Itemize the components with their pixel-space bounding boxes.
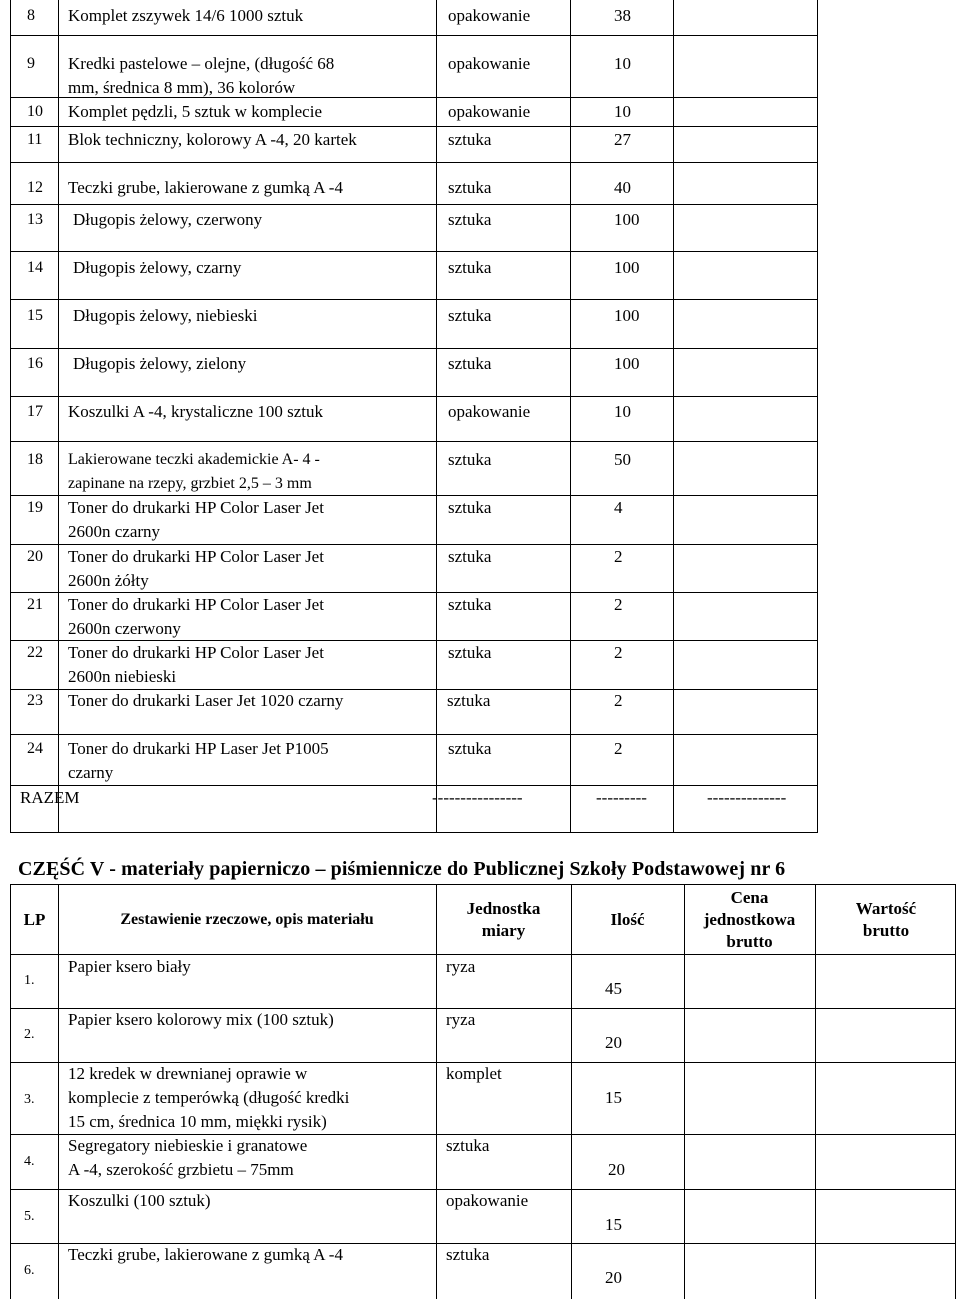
item-quantity: 45: [605, 979, 622, 998]
summary-placeholder: ---------: [596, 788, 647, 807]
row-number: 20: [27, 548, 43, 565]
header-unit-price: Cena jednostkowa brutto: [703, 888, 796, 951]
item-name: Teczki grube, lakierowane z gumką A -4: [68, 178, 343, 197]
row-number: 3.: [24, 1092, 35, 1107]
item-name: 12 kredek w drewnianej oprawie w komplecie z temperówką (długość kredki 15 cm, średnica 10 mm, miękki rysik): [68, 1064, 350, 1131]
item-name: Długopis żelowy, czerwony: [73, 210, 263, 229]
item-name: Blok techniczny, kolorowy A -4, 20 kartek: [68, 130, 357, 149]
item-quantity: 15: [605, 1088, 622, 1107]
row-divider: [11, 734, 817, 735]
row-divider: [11, 441, 817, 442]
materials-table-part-5: [10, 884, 956, 1299]
item-quantity: 50: [614, 450, 631, 469]
header-unit: Jednostka miary: [466, 899, 541, 940]
column-divider: [571, 885, 572, 1299]
item-name: Lakierowane teczki akademickie A- 4 - zapinane na rzepy, grzbiet 2,5 – 3 mm: [68, 451, 320, 492]
row-divider: [11, 204, 817, 205]
item-name: Papier ksero biały: [68, 957, 191, 976]
row-number: 10: [27, 103, 43, 120]
item-name: Teczki grube, lakierowane z gumką A -4: [68, 1245, 343, 1264]
row-divider: [11, 126, 817, 127]
item-name: Toner do drukarki Laser Jet 1020 czarny: [68, 691, 344, 710]
row-divider: [11, 785, 817, 786]
item-unit: sztuka: [448, 306, 492, 325]
row-number: 22: [27, 644, 43, 661]
item-unit: sztuka: [448, 130, 492, 149]
item-unit: opakowanie: [448, 54, 531, 73]
row-number: 17: [27, 403, 43, 420]
item-name: Segregatory niebieskie i granatowe A -4, szerokość grzbietu – 75mm: [68, 1136, 308, 1179]
item-name: Długopis żelowy, zielony: [73, 354, 247, 373]
item-name: Toner do drukarki HP Color Laser Jet 2600n czarny: [68, 498, 324, 541]
item-unit: sztuka: [448, 258, 492, 277]
item-quantity: 4: [614, 498, 623, 517]
item-name: Koszulki A -4, krystaliczne 100 sztuk: [68, 402, 323, 421]
row-divider: [11, 348, 817, 349]
column-divider: [815, 885, 816, 1299]
column-divider: [436, 885, 437, 1299]
column-divider: [673, 0, 674, 832]
item-unit: sztuka: [446, 1136, 490, 1155]
row-number: 2.: [24, 1027, 35, 1042]
summary-placeholder: --------------: [707, 788, 787, 807]
column-divider: [436, 0, 437, 832]
row-number: 15: [27, 307, 43, 324]
item-quantity: 20: [608, 1160, 625, 1179]
row-number: 19: [27, 499, 43, 516]
item-name: Toner do drukarki HP Color Laser Jet 2600n czerwony: [68, 595, 324, 638]
item-quantity: 10: [614, 402, 631, 421]
row-number: 12: [27, 179, 43, 196]
item-quantity: 10: [614, 102, 631, 121]
item-name: Koszulki (100 sztuk): [68, 1191, 211, 1210]
item-name: Papier ksero kolorowy mix (100 sztuk): [68, 1010, 334, 1029]
item-name: Toner do drukarki HP Laser Jet P1005 czarny: [68, 739, 329, 782]
item-unit: sztuka: [446, 1245, 490, 1264]
item-name: Komplet pędzli, 5 sztuk w komplecie: [68, 102, 322, 121]
header-description: Zestawienie rzeczowe, opis materiału: [120, 911, 374, 928]
item-quantity: 100: [614, 258, 640, 277]
item-unit: sztuka: [448, 450, 492, 469]
item-quantity: 40: [614, 178, 631, 197]
row-number: 11: [27, 131, 43, 148]
header-quantity: Ilość: [610, 910, 645, 929]
item-unit: opakowanie: [448, 6, 531, 25]
item-quantity: 10: [614, 54, 631, 73]
item-quantity: 20: [605, 1268, 622, 1287]
summary-placeholder: ----------------: [432, 788, 523, 807]
item-unit: sztuka: [448, 354, 492, 373]
row-number: 4.: [24, 1154, 35, 1169]
item-unit: opakowanie: [448, 402, 531, 421]
row-number: 6.: [24, 1263, 35, 1278]
item-name: Długopis żelowy, niebieski: [73, 306, 258, 325]
row-divider: [11, 251, 817, 252]
row-number: 16: [27, 355, 43, 372]
row-divider: [11, 162, 817, 163]
item-name: Toner do drukarki HP Color Laser Jet 2600n niebieski: [68, 643, 324, 686]
item-quantity: 2: [614, 547, 623, 566]
row-number: 13: [27, 211, 43, 228]
item-quantity: 38: [614, 6, 631, 25]
item-unit: ryza: [446, 1010, 476, 1029]
item-unit: komplet: [446, 1064, 502, 1083]
item-quantity: 2: [614, 691, 623, 710]
item-quantity: 15: [605, 1215, 622, 1234]
row-number: 21: [27, 596, 43, 613]
header-lp: LP: [23, 910, 46, 929]
item-quantity: 100: [614, 306, 640, 325]
item-quantity: 2: [614, 595, 623, 614]
row-number: 1.: [24, 973, 35, 988]
row-number: 24: [27, 740, 43, 757]
column-divider: [58, 885, 59, 1299]
row-divider: [11, 396, 817, 397]
item-name: Kredki pastelowe – olejne, (długość 68 mm, średnica 8 mm), 36 kolorów: [68, 54, 335, 97]
row-number: 8: [27, 7, 35, 24]
row-number: 9: [27, 55, 35, 72]
item-quantity: 20: [605, 1033, 622, 1052]
item-unit: sztuka: [448, 595, 492, 614]
item-unit: sztuka: [448, 739, 492, 758]
row-divider: [11, 299, 817, 300]
row-number: 5.: [24, 1209, 35, 1224]
item-unit: sztuka: [448, 178, 492, 197]
item-quantity: 2: [614, 643, 623, 662]
item-unit: sztuka: [447, 691, 491, 710]
item-unit: sztuka: [448, 643, 492, 662]
row-number: 18: [27, 451, 43, 468]
column-divider: [570, 0, 571, 832]
item-quantity: 2: [614, 739, 623, 758]
materials-table-part-4: [10, 0, 818, 833]
item-name: Długopis żelowy, czarny: [73, 258, 242, 277]
section-heading: CZĘŚĆ V - materiały papierniczo – piśmiennicze do Publicznej Szkoły Podstawowej nr 6: [18, 858, 786, 880]
item-quantity: 100: [614, 210, 640, 229]
item-name: Komplet zszywek 14/6 1000 sztuk: [68, 6, 304, 25]
row-number: 14: [27, 259, 43, 276]
summary-label: RAZEM: [20, 788, 80, 807]
row-number: 23: [27, 692, 43, 709]
item-unit: opakowanie: [446, 1191, 529, 1210]
item-unit: sztuka: [448, 498, 492, 517]
column-divider: [58, 0, 59, 832]
item-quantity: 100: [614, 354, 640, 373]
item-quantity: 27: [614, 130, 631, 149]
header-value: Wartość brutto: [855, 899, 917, 940]
item-unit: ryza: [446, 957, 476, 976]
row-divider: [11, 35, 817, 36]
item-unit: opakowanie: [448, 102, 531, 121]
item-unit: sztuka: [448, 547, 492, 566]
item-unit: sztuka: [448, 210, 492, 229]
item-name: Toner do drukarki HP Color Laser Jet 2600n żółty: [68, 547, 324, 590]
